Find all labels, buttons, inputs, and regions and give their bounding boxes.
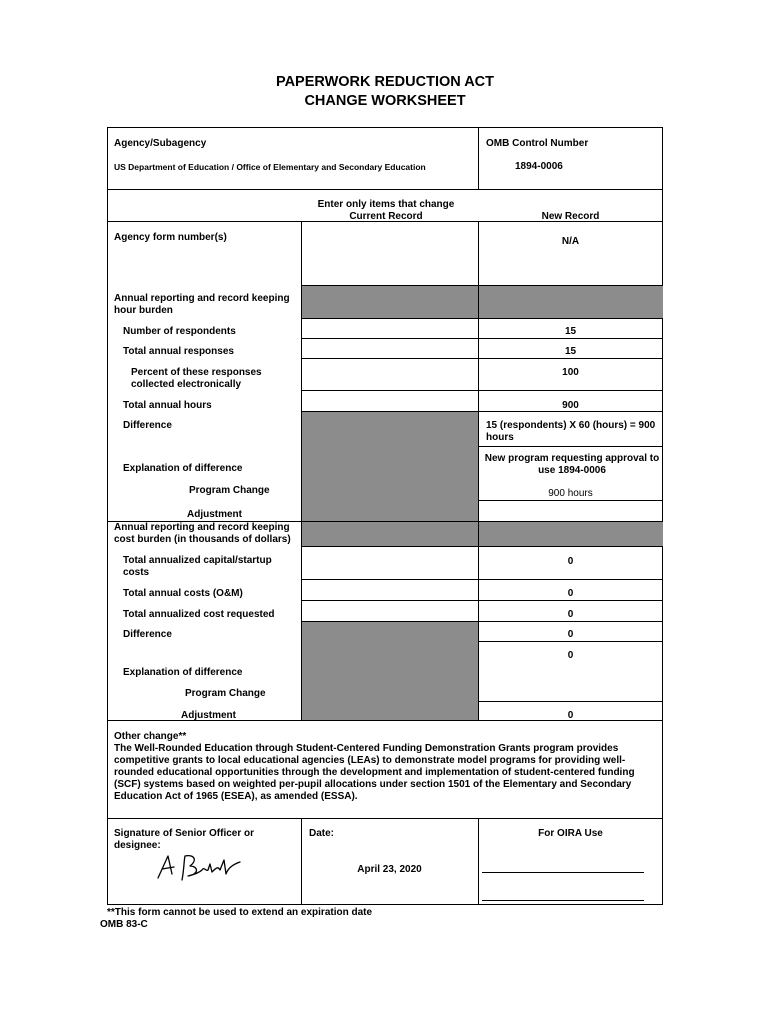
hours-new: 900 <box>562 400 579 411</box>
cost-explanation-label: Explanation of difference <box>123 667 243 678</box>
capital-label: Total annualized capital/startup costs <box>123 555 272 578</box>
column-new-record: New Record <box>541 211 600 222</box>
agency-value: US Department of Education / Office of Elementary and Secondary Education <box>114 162 426 172</box>
rule <box>301 285 663 286</box>
rule <box>301 358 663 359</box>
rule <box>301 546 663 547</box>
capital-new: 0 <box>567 556 574 567</box>
rule <box>478 446 663 447</box>
rule <box>108 818 663 819</box>
hour-difference-label: Difference <box>123 420 172 431</box>
date-value: April 23, 2020 <box>357 864 422 875</box>
rule <box>301 318 663 319</box>
shaded-hour-difference <box>301 411 478 476</box>
rule <box>301 338 663 339</box>
hour-difference-new: 15 (respondents) X 60 (hours) = 900 hours <box>486 420 656 443</box>
hours-label: Total annual hours <box>123 400 212 411</box>
hour-explanation-label: Explanation of difference <box>123 463 243 474</box>
cost-program-change-label: Program Change <box>185 688 266 699</box>
form-id: OMB 83-C <box>100 919 148 930</box>
oira-label: For OIRA Use <box>538 828 603 839</box>
shaded-hour-burden-header <box>301 285 663 318</box>
responses-new: 15 <box>564 346 577 357</box>
rule <box>478 128 479 189</box>
other-change-label: Other change** <box>114 731 187 742</box>
om-new: 0 <box>567 588 574 599</box>
hour-burden-label: Annual reporting and record keeping hour burden <box>114 293 290 316</box>
cost-adjustment-label: Adjustment <box>181 710 236 721</box>
rule <box>301 621 663 622</box>
rule <box>301 390 663 391</box>
oira-signature-line <box>482 900 644 901</box>
responses-label: Total annual responses <box>123 346 234 357</box>
hour-program-change-new: 900 hours <box>548 488 593 499</box>
requested-label: Total annualized cost requested <box>123 609 275 620</box>
rule <box>478 221 479 721</box>
cost-adjustment-new: 0 <box>567 710 574 721</box>
other-change-text: The Well-Rounded Education through Student-Centered Funding Demonstration Grants program provides competitive grants to local educational agencies (LEAs) to demonstrate model programs for providing well-rounded educational opportunities through the development and implementation of student-centered funding (SCF) systems based on weighted per-pupil allocations under section 1501 of the Elementary and Secondary Education Act of 1965 (ESEA), as amended (ESSA). <box>114 743 635 802</box>
hour-explanation-new: New program requesting approval to use 1894-0006 <box>484 453 660 476</box>
agency-label: Agency/Subagency <box>114 138 207 149</box>
agency-form-label: Agency form number(s) <box>114 232 227 243</box>
hour-adjustment-label: Adjustment <box>187 509 242 520</box>
shaded-cost-difference <box>301 621 478 720</box>
cost-difference-label: Difference <box>123 629 172 640</box>
electronic-new: 100 <box>562 367 579 378</box>
rule <box>301 600 663 601</box>
rule <box>301 221 302 721</box>
cost-burden-label: Annual reporting and record keeping cost burden (in thousands of dollars) <box>114 522 291 545</box>
rule <box>301 579 663 580</box>
om-label: Total annual costs (O&M) <box>123 588 243 599</box>
respondents-label: Number of respondents <box>123 326 236 337</box>
rule <box>478 701 663 702</box>
respondents-new: 15 <box>564 326 577 337</box>
rule <box>478 641 663 642</box>
electronic-label: Percent of these responses collected electronically <box>131 367 262 390</box>
rule <box>108 189 663 190</box>
omb-number-value: 1894-0006 <box>515 161 563 172</box>
signature-label: Signature of Senior Officer or designee: <box>114 828 255 851</box>
requested-new: 0 <box>567 609 574 620</box>
signature-image <box>154 850 244 884</box>
rule <box>478 500 663 501</box>
shaded-hour-explanation <box>301 476 478 521</box>
shaded-cost-burden-header <box>301 522 663 546</box>
hour-program-change-label: Program Change <box>189 485 270 496</box>
column-current-record: Current Record <box>349 211 423 222</box>
agency-form-new: N/A <box>561 236 580 247</box>
cost-explanation-new: 0 <box>567 650 574 661</box>
column-note: Enter only items that change <box>317 199 455 210</box>
form-title: PAPERWORK REDUCTION ACT <box>275 74 495 90</box>
change-worksheet-form <box>107 127 663 905</box>
oira-signature-line <box>482 872 644 873</box>
rule <box>301 818 302 905</box>
cost-difference-new: 0 <box>567 629 574 640</box>
omb-number-label: OMB Control Number <box>486 138 589 149</box>
form-subtitle: CHANGE WORKSHEET <box>304 93 466 109</box>
footer-note: **This form cannot be used to extend an expiration date <box>107 907 373 918</box>
date-label: Date: <box>309 828 335 839</box>
